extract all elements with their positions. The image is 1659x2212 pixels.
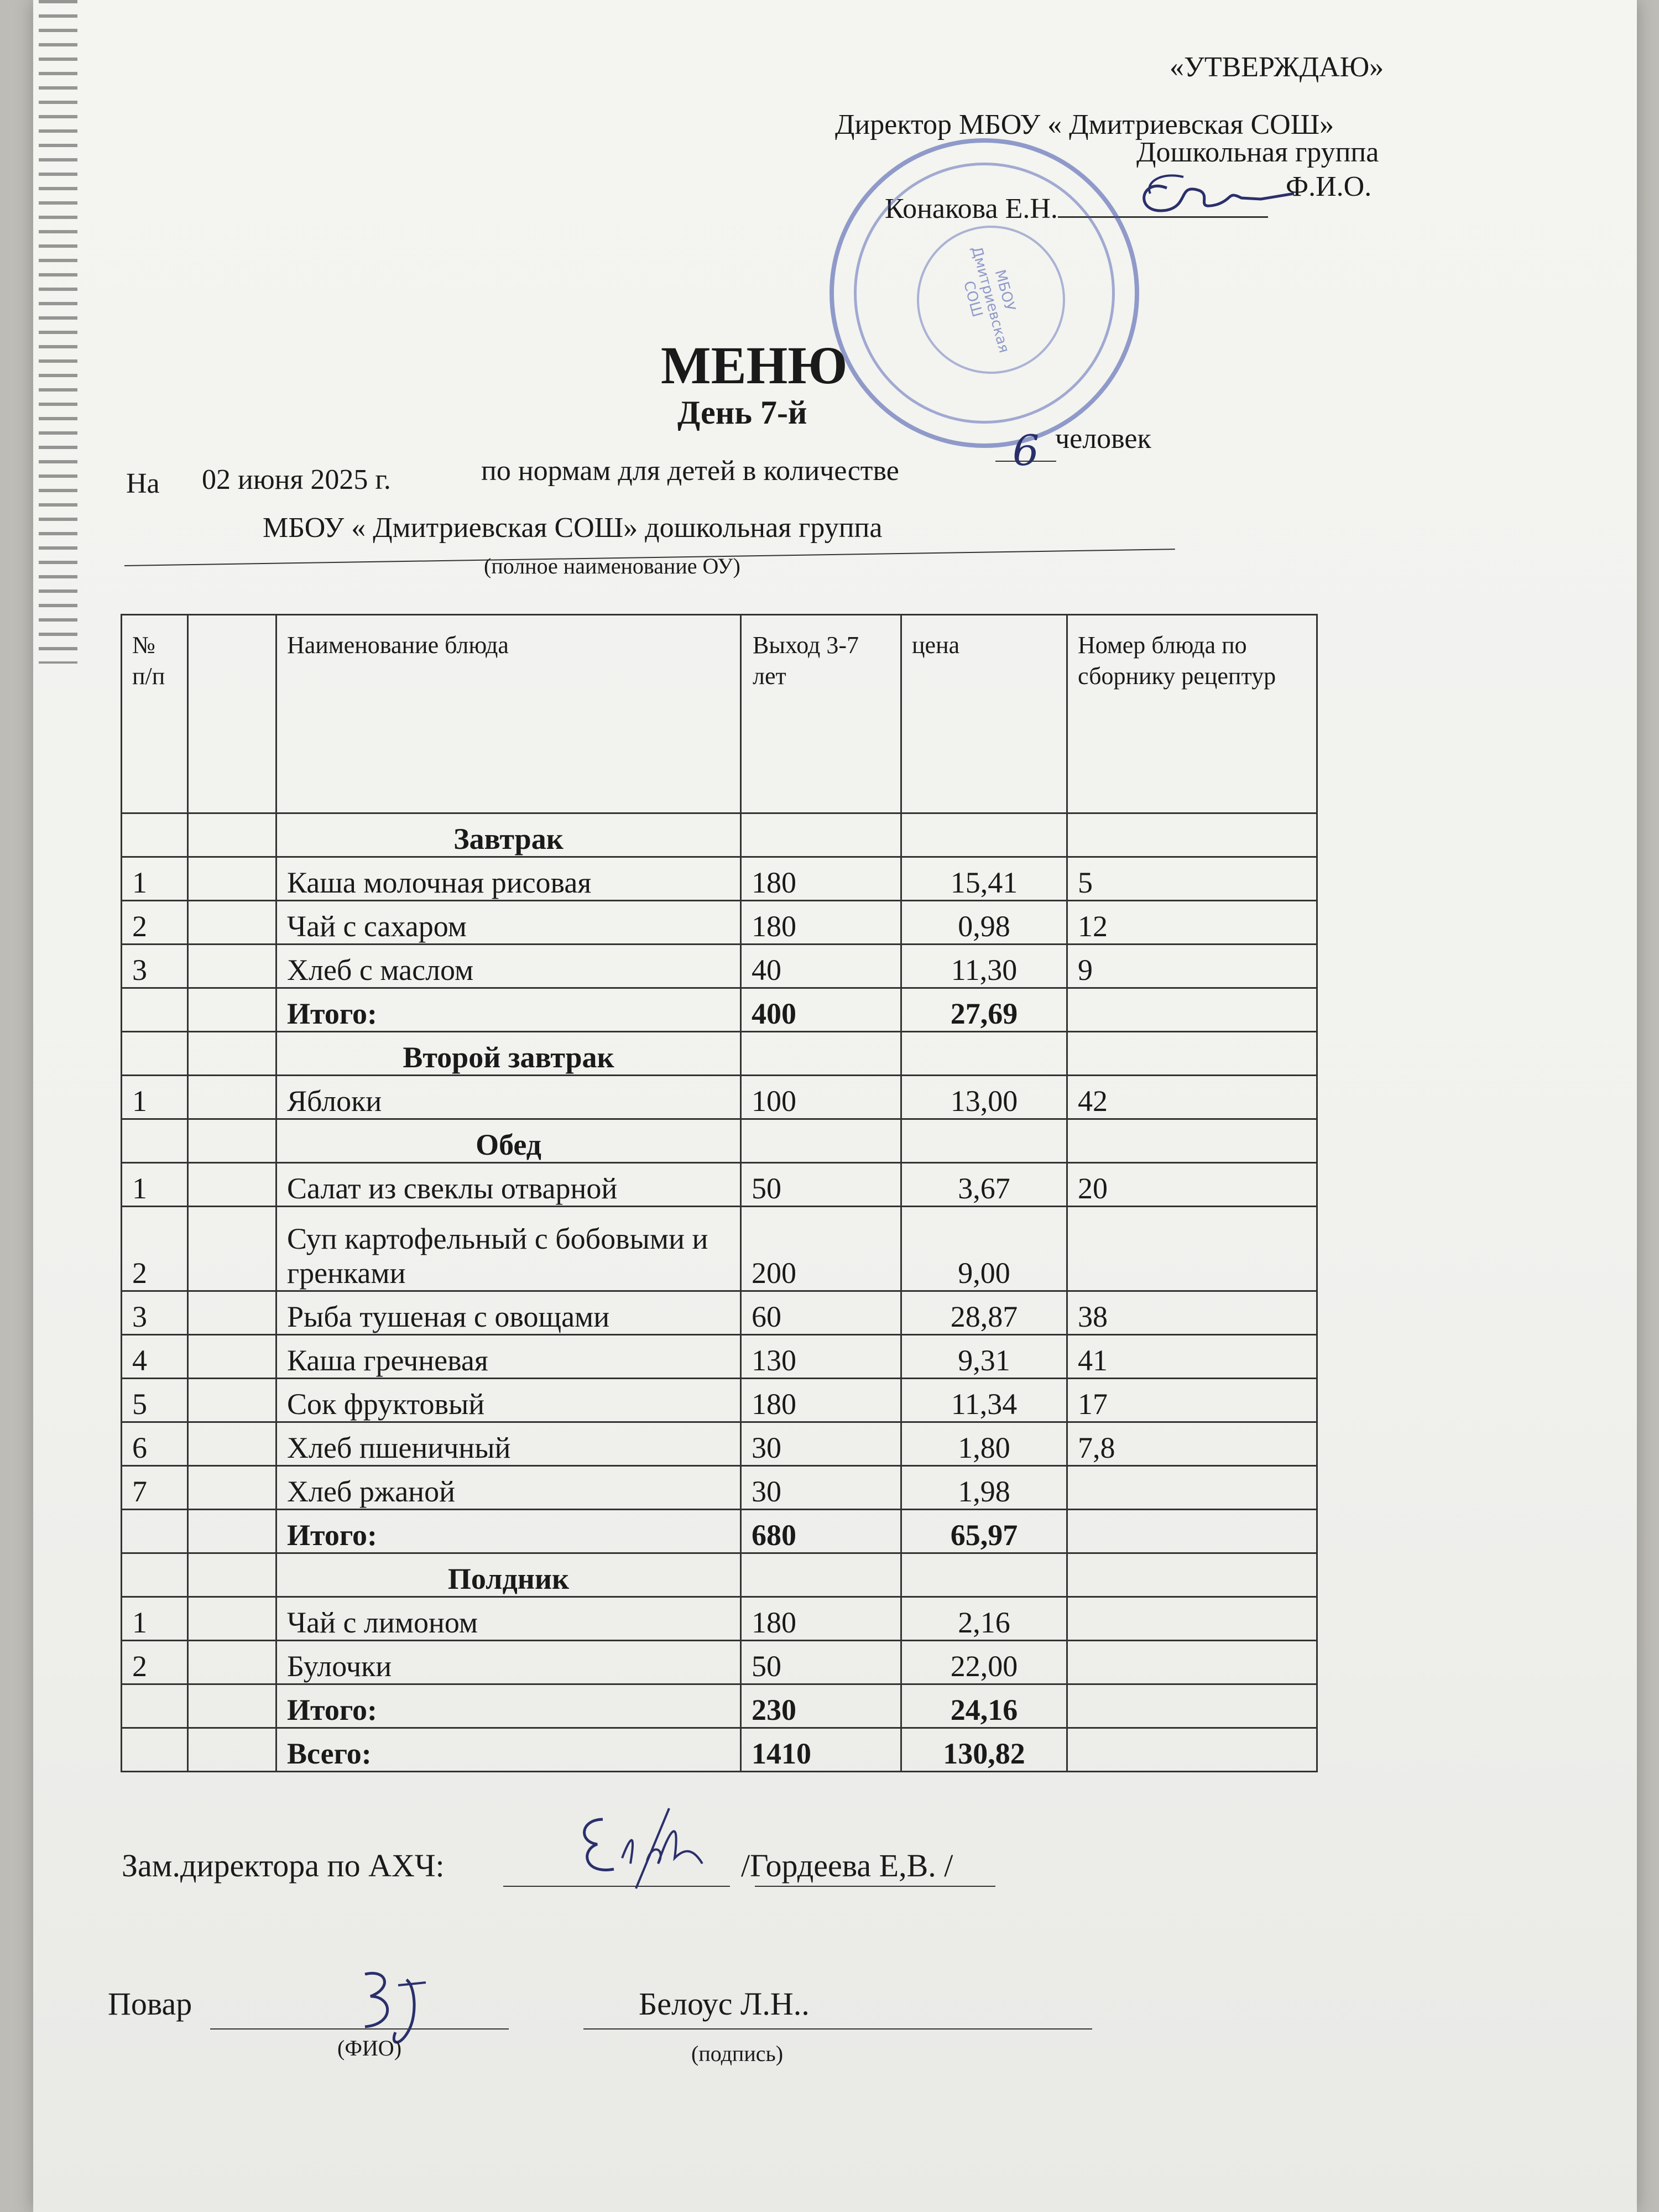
- table-row: [122, 1379, 1317, 1422]
- cell-price: 28,87: [901, 1291, 1067, 1335]
- cell-price: 65,97: [901, 1510, 1067, 1553]
- cell-price: 1,80: [901, 1422, 1067, 1466]
- cell-name: Каша гречневая: [276, 1335, 741, 1379]
- cell-blank: [188, 813, 276, 857]
- cell-num: [122, 988, 188, 1032]
- cell-output: 230: [741, 1684, 901, 1728]
- cell-name: Обед: [276, 1119, 741, 1163]
- cell-output: [741, 1032, 901, 1076]
- cell-code: [1067, 1466, 1317, 1510]
- menu-date: 02 июня 2025 г.: [202, 464, 391, 495]
- cell-price: [901, 1553, 1067, 1597]
- cell-output: [741, 1119, 901, 1163]
- header-price: цена: [901, 615, 1067, 813]
- table-row: [122, 1291, 1317, 1335]
- cell-num: 2: [122, 1207, 188, 1291]
- table-row: [122, 857, 1317, 901]
- header-blank: [188, 615, 276, 813]
- cell-name: Итого:: [276, 988, 741, 1032]
- cell-code: [1067, 988, 1317, 1032]
- cell-output: 30: [741, 1466, 901, 1510]
- cell-name: Булочки: [276, 1641, 741, 1684]
- cell-price: 130,82: [901, 1728, 1067, 1772]
- cell-blank: [188, 988, 276, 1032]
- cell-num: 2: [122, 1641, 188, 1684]
- cell-num: 4: [122, 1335, 188, 1379]
- cook-name: Белоус Л.Н..: [639, 1986, 810, 2022]
- cell-num: [122, 1510, 188, 1553]
- deputy-signature: [570, 1797, 730, 1891]
- cell-output: 50: [741, 1163, 901, 1207]
- section-row: [122, 813, 1317, 857]
- cell-num: [122, 1553, 188, 1597]
- cell-output: 400: [741, 988, 901, 1032]
- fio-caption: (ФИО): [337, 2036, 402, 2060]
- total-row: [122, 1510, 1317, 1553]
- cell-num: 5: [122, 1379, 188, 1422]
- cell-price: 11,30: [901, 945, 1067, 988]
- cell-code: [1067, 1553, 1317, 1597]
- table-row: [122, 1335, 1317, 1379]
- section-row: [122, 1553, 1317, 1597]
- cell-price: 1,98: [901, 1466, 1067, 1510]
- cell-blank: [188, 1728, 276, 1772]
- cell-blank: [188, 1422, 276, 1466]
- cell-output: 180: [741, 1379, 901, 1422]
- cell-price: 9,31: [901, 1335, 1067, 1379]
- page-title: МЕНЮ: [661, 336, 848, 395]
- cell-name: Чай с лимоном: [276, 1597, 741, 1641]
- cell-price: [901, 813, 1067, 857]
- total-row: [122, 988, 1317, 1032]
- cell-price: [901, 1032, 1067, 1076]
- norms-text: по нормам для детей в количестве: [481, 455, 899, 487]
- cell-name: Второй завтрак: [276, 1032, 741, 1076]
- cell-name: Полдник: [276, 1553, 741, 1597]
- cell-blank: [188, 1119, 276, 1163]
- cell-output: 200: [741, 1207, 901, 1291]
- table-row: [122, 945, 1317, 988]
- cell-num: [122, 1684, 188, 1728]
- cell-output: 100: [741, 1076, 901, 1119]
- deputy-name: /Гордеева Е,В. /: [741, 1848, 953, 1884]
- count-underline: [995, 461, 1056, 462]
- cell-num: 3: [122, 1291, 188, 1335]
- cell-price: 24,16: [901, 1684, 1067, 1728]
- cell-blank: [188, 1510, 276, 1553]
- cell-name: Хлеб с маслом: [276, 945, 741, 988]
- cell-code: 17: [1067, 1379, 1317, 1422]
- cell-num: 1: [122, 1597, 188, 1641]
- cell-name: Всего:: [276, 1728, 741, 1772]
- cell-code: [1067, 1728, 1317, 1772]
- table-row: [122, 901, 1317, 945]
- menu-table: [121, 614, 1318, 1772]
- cell-output: 30: [741, 1422, 901, 1466]
- cell-code: [1067, 813, 1317, 857]
- cell-code: [1067, 1641, 1317, 1684]
- cell-num: 6: [122, 1422, 188, 1466]
- cell-name: Хлеб ржаной: [276, 1466, 741, 1510]
- director-signature: [1128, 166, 1311, 227]
- cell-name: Хлеб пшеничный: [276, 1422, 741, 1466]
- cell-price: 22,00: [901, 1641, 1067, 1684]
- approval-name: Конакова Е.Н.: [885, 192, 1268, 225]
- cell-price: 11,34: [901, 1379, 1067, 1422]
- cell-name: Итого:: [276, 1684, 741, 1728]
- cell-output: [741, 1553, 901, 1597]
- cell-num: 7: [122, 1466, 188, 1510]
- cell-blank: [188, 1379, 276, 1422]
- approval-director: Директор МБОУ « Дмитриевская СОШ»: [835, 109, 1334, 140]
- table-row: [122, 1597, 1317, 1641]
- cell-output: 130: [741, 1335, 901, 1379]
- cell-num: 1: [122, 1163, 188, 1207]
- cell-code: [1067, 1032, 1317, 1076]
- cell-output: [741, 813, 901, 857]
- children-count: 6: [1012, 426, 1040, 475]
- school-name: МБОУ « Дмитриевская СОШ» дошкольная группа: [263, 512, 883, 544]
- cell-blank: [188, 1553, 276, 1597]
- cell-blank: [188, 1335, 276, 1379]
- cell-price: [901, 1119, 1067, 1163]
- cell-num: [122, 1728, 188, 1772]
- cell-num: [122, 1119, 188, 1163]
- cell-code: 42: [1067, 1076, 1317, 1119]
- deputy-label: Зам.директора по АХЧ:: [122, 1848, 445, 1884]
- cell-output: 60: [741, 1291, 901, 1335]
- cell-output: 180: [741, 857, 901, 901]
- table-row: [122, 1207, 1317, 1291]
- cell-code: [1067, 1207, 1317, 1291]
- cell-name: Яблоки: [276, 1076, 741, 1119]
- cell-code: 20: [1067, 1163, 1317, 1207]
- cell-blank: [188, 1291, 276, 1335]
- cell-num: [122, 1032, 188, 1076]
- cell-num: 1: [122, 857, 188, 901]
- cell-blank: [188, 857, 276, 901]
- cell-price: 0,98: [901, 901, 1067, 945]
- table-row: [122, 1163, 1317, 1207]
- official-stamp: МБОУ Дмитриевская СОШ: [830, 138, 1139, 448]
- sign-caption: (подпись): [691, 2041, 784, 2066]
- cell-price: 13,00: [901, 1076, 1067, 1119]
- cell-output: 1410: [741, 1728, 901, 1772]
- total-row: [122, 1728, 1317, 1772]
- day-label: День 7-й: [677, 394, 807, 431]
- cell-output: 50: [741, 1641, 901, 1684]
- cell-blank: [188, 901, 276, 945]
- cell-name: Итого:: [276, 1510, 741, 1553]
- cell-code: 7,8: [1067, 1422, 1317, 1466]
- date-prefix: На: [126, 468, 160, 499]
- approval-fio-label: Ф.И.О.: [1286, 171, 1372, 202]
- cell-code: [1067, 1597, 1317, 1641]
- cell-name: Завтрак: [276, 813, 741, 857]
- cell-price: 9,00: [901, 1207, 1067, 1291]
- cell-blank: [188, 1032, 276, 1076]
- cell-price: 15,41: [901, 857, 1067, 901]
- header-output: Выход 3-7 лет: [741, 615, 901, 813]
- header-code: Номер блюда по сборнику рецептур: [1067, 615, 1317, 813]
- cell-name: Каша молочная рисовая: [276, 857, 741, 901]
- table-row: [122, 1466, 1317, 1510]
- cell-blank: [188, 945, 276, 988]
- cell-output: 180: [741, 1597, 901, 1641]
- approval-group: Дошкольная группа: [1136, 137, 1379, 168]
- table-row: [122, 1422, 1317, 1466]
- cell-output: 680: [741, 1510, 901, 1553]
- cell-name: Суп картофельный с бобовыми и гренками: [276, 1207, 741, 1291]
- cell-code: [1067, 1119, 1317, 1163]
- cell-name: Салат из свеклы отварной: [276, 1163, 741, 1207]
- table-row: [122, 1641, 1317, 1684]
- cell-code: 38: [1067, 1291, 1317, 1335]
- cell-blank: [188, 1641, 276, 1684]
- total-row: [122, 1684, 1317, 1728]
- cell-code: 9: [1067, 945, 1317, 988]
- scan-edge-artifact: [39, 0, 77, 664]
- cell-blank: [188, 1597, 276, 1641]
- cell-num: [122, 813, 188, 857]
- cook-name-line: [583, 2028, 1092, 2030]
- cell-code: 12: [1067, 901, 1317, 945]
- table-row: [122, 1076, 1317, 1119]
- cell-code: [1067, 1684, 1317, 1728]
- cell-price: 3,67: [901, 1163, 1067, 1207]
- cell-name: Сок фруктовый: [276, 1379, 741, 1422]
- cell-num: 2: [122, 901, 188, 945]
- cell-price: 27,69: [901, 988, 1067, 1032]
- deputy-name-underline: [755, 1886, 995, 1887]
- cell-blank: [188, 1163, 276, 1207]
- cell-code: 5: [1067, 857, 1317, 901]
- cook-label: Повар: [108, 1986, 192, 2022]
- cell-name: Чай с сахаром: [276, 901, 741, 945]
- cell-code: 41: [1067, 1335, 1317, 1379]
- section-row: [122, 1119, 1317, 1163]
- approval-header: «УТВЕРЖДАЮ»: [1170, 51, 1384, 83]
- cell-blank: [188, 1466, 276, 1510]
- cell-blank: [188, 1076, 276, 1119]
- header-name: Наименование блюда: [276, 615, 741, 813]
- cell-price: 2,16: [901, 1597, 1067, 1641]
- norms-suffix: человек: [1055, 423, 1151, 455]
- cell-num: 1: [122, 1076, 188, 1119]
- cell-blank: [188, 1684, 276, 1728]
- cell-code: [1067, 1510, 1317, 1553]
- cell-num: 3: [122, 945, 188, 988]
- cell-output: 40: [741, 945, 901, 988]
- cell-blank: [188, 1207, 276, 1291]
- section-row: [122, 1032, 1317, 1076]
- cell-name: Рыба тушеная с овощами: [276, 1291, 741, 1335]
- cell-output: 180: [741, 901, 901, 945]
- school-caption: (полное наименование ОУ): [484, 554, 740, 578]
- table-header-row: [122, 615, 1317, 813]
- header-num: № п/п: [122, 615, 188, 813]
